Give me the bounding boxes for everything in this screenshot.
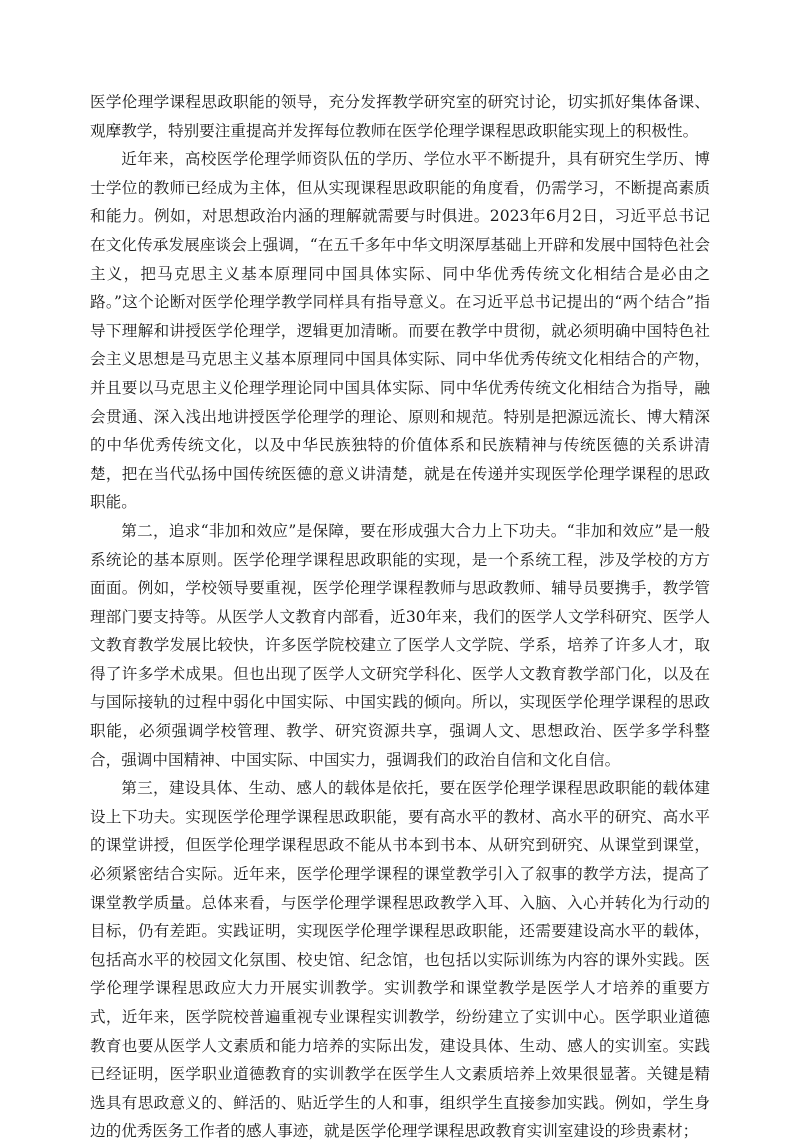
paragraph-faculty-quality: 近年来，高校医学伦理学师资队伍的学历、学位水平不断提升，具有研究生学历、博士学位的教师已经成为主体，但从实现课程思政职能的角度看，仍需学习，不断提高素质和能力。例如，对思想政治内涵的理解就需要与时俱进。2023年6月2日，习近平总书记在文化传承发展座谈会上强调，“在五千多年中华文明深厚基础上开辟和发展中国特色社会主义，把马克思主义基本原理同中国具体实际、同中华优秀传统文化相结合是必由之路。”这个论断对医学伦理学教学同样具有指导意义。在习近平总书记提出的“两个结合”指导下理解和讲授医学伦理学，逻辑更加清晰。而要在教学中贯彻，就必须明确中国特色社会主义思想是马克思主义基本原理同中国具体实际、同中华优秀传统文化相结合的产物，并且要以马克思主义伦理学理论同中国具体实际、同中华优秀传统文化相结合为指导，融会贯通、深入浅出地讲授医学伦理学的理论、原则和规范。特别是把源远流长、博大精深的中华优秀传统文化，以及中华民族独特的价值体系和民族精神与传统医德的关系讲清楚，把在当代弘扬中国传统医德的意义讲清楚，就是在传递并实现医学伦理学课程的思政职能。 — [90, 150, 710, 512]
paragraph-second-point: 第二，追求“非加和效应”是保障，要在形成强大合力上下功夫。“非加和效应”是一般系统论的基本原则。医学伦理学课程思政职能的实现，是一个系统工程，涉及学校的方方面面。例如，学校领导要重视，医学伦理学课程教师与思政教师、辅导员要携手，教学管理部门要支持等。从医学人文教育内部看，近30年来，我们的医学人文学科研究、医学人文教育教学发展比较快，许多医学院校建立了医学人文学院、学系，培养了许多人才，取得了许多学术成果。但也出现了医学人文研究学科化、医学人文教育教学部门化，以及在与国际接轨的过程中弱化中国实际、中国实践的倾向。所以，实现医学伦理学课程的思政职能，必须强调学校管理、教学、研究资源共享，强调人文、思想政治、医学多学科整合，强调中国精神、中国实际、中国实力，强调我们的政治自信和文化自信。 — [90, 521, 710, 769]
paragraph-continuation: 医学伦理学课程思政职能的领导，充分发挥教学研究室的研究讨论，切实抓好集体备课、观摩教学，特别要注重提高并发挥每位教师在医学伦理学课程思政职能实现上的积极性。 — [90, 93, 710, 140]
document-page — [90, 88, 710, 1146]
paragraph-third-point: 第三，建设具体、生动、感人的载体是依托，要在医学伦理学课程思政职能的载体建设上下功夫。实现医学伦理学课程思政职能，要有高水平的教材、高水平的研究、高水平的课堂讲授，但医学伦理学课程思政不能从书本到书本、从研究到研究、从课堂到课堂，必须紧密结合实际。近年来，医学伦理学课程的课堂教学引入了叙事的教学方法，提高了课堂教学质量。总体来看，与医学伦理学课程思政教学入耳、入脑、入心并转化为行动的目标，仍有差距。实践证明，实现医学伦理学课程思政职能，还需要建设高水平的载体，包括高水平的校园文化氛围、校史馆、纪念馆，也包括以实际训练为内容的课外实践。医学伦理学课程思政应大力开展实训教学。实训教学和课堂教学是医学人才培养的重要方式，近年来，医学院校普遍重视专业课程实训教学，纷纷建立了实训中心。医学职业道德教育也要从医学人文素质和能力培养的实际出发，建设具体、生动、感人的实训室。实践已经证明，医学职业道德教育的实训教学在医学生人文素质培养上效果很显著。关键是精选具有思政意义的、鲜活的、贴近学生的人和事，组织学生直接参加实践。例如，学生身边的优秀医务工作者的感人事迹，就是医学伦理学课程思政教育实训室建设的珍贵素材； — [90, 779, 710, 1141]
